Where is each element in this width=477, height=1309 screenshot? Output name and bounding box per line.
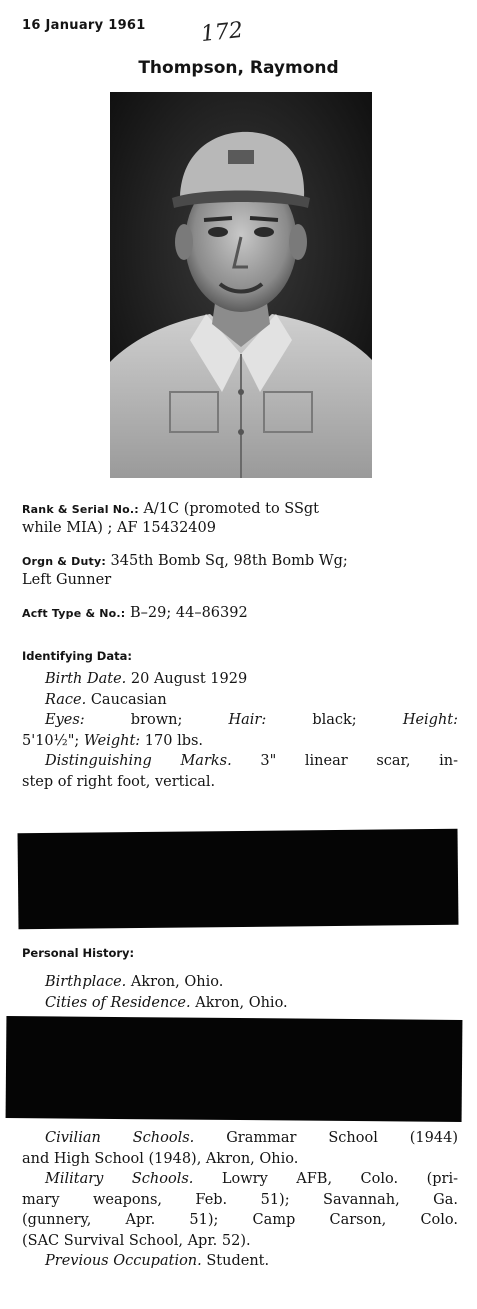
rank-serial-value-line2: while MIA) ; AF 15432409 (22, 520, 216, 536)
weight-label: Weight: (83, 732, 141, 749)
organization-duty-field (22, 552, 460, 590)
distinguishing-marks-value-line2: step of right foot, vertical. (22, 773, 216, 790)
identifying-data-heading: Identifying Data: (22, 649, 132, 663)
civilian-schools-value-line1: Grammar School (1944) (194, 1130, 458, 1146)
aircraft-label: Acft Type & No.: (22, 607, 126, 620)
portrait-drawing (110, 92, 372, 478)
race-value: Caucasian (86, 691, 167, 708)
rank-serial-value-line1: A/1C (promoted to SSgt (138, 501, 320, 517)
military-schools-label: Military Schools. (45, 1171, 194, 1187)
personal-history-section-bottom (22, 1128, 458, 1272)
distinguishing-marks-label: Distinguishing Marks. (45, 753, 232, 769)
civilian-schools-label: Civilian Schools. (45, 1130, 195, 1146)
handwritten-page-number: 172 (199, 17, 245, 48)
weight-value: 170 lbs. (140, 732, 204, 749)
height-value: 5'10½"; (22, 732, 84, 749)
aircraft-field (22, 604, 460, 623)
identifying-data-section (22, 669, 458, 792)
eyes-value: brown; (84, 712, 229, 728)
birth-date-value: 20 August 1929 (126, 671, 248, 687)
rank-serial-field (22, 500, 460, 538)
cities-of-residence-value: Akron, Ohio. (190, 994, 288, 1011)
organization-duty-value-line2: Left Gunner (22, 572, 112, 588)
birthplace-value: Akron, Ohio. (126, 974, 224, 990)
redaction-block (18, 829, 459, 930)
birthplace-label: Birthplace. (45, 974, 127, 990)
eyes-label: Eyes: (45, 712, 85, 728)
military-schools-value-line3: (gunnery, Apr. 51); Camp Carson, Colo. (22, 1212, 458, 1228)
hair-label: Hair: (228, 712, 267, 728)
organization-duty-label: Orgn & Duty: (22, 555, 106, 568)
personal-history-section-top (22, 972, 458, 1013)
distinguishing-marks-value-line1: 3" linear scar, in- (231, 753, 459, 769)
military-schools-value-line4: (SAC Survival School, Apr. 52). (22, 1232, 251, 1249)
document-date: 16 January 1961 (22, 18, 146, 33)
cities-of-residence-label: Cities of Residence. (45, 994, 191, 1011)
civilian-schools-value-line2: and High School (1948), Akron, Ohio. (22, 1150, 299, 1167)
organization-duty-value-line1: 345th Bomb Sq, 98th Bomb Wg; (105, 553, 348, 569)
redaction-block (6, 1016, 463, 1122)
previous-occupation-label: Previous Occupation. (45, 1253, 202, 1269)
aircraft-value: B–29; 44–86392 (125, 605, 248, 621)
hair-value: black; (266, 712, 403, 728)
portrait-photo (110, 92, 372, 478)
previous-occupation-value: Student. (201, 1253, 270, 1269)
height-label: Height: (402, 712, 459, 728)
race-label: Race. (45, 691, 87, 708)
military-schools-value-line2: mary weapons, Feb. 51); Savannah, Ga. (22, 1191, 458, 1208)
birth-date-label: Birth Date. (45, 671, 127, 687)
personal-history-heading: Personal History: (22, 946, 135, 960)
military-schools-value-line1: Lowry AFB, Colo. (pri- (193, 1171, 458, 1187)
rank-serial-label: Rank & Serial No.: (22, 503, 139, 516)
person-name: Thompson, Raymond (138, 58, 339, 78)
